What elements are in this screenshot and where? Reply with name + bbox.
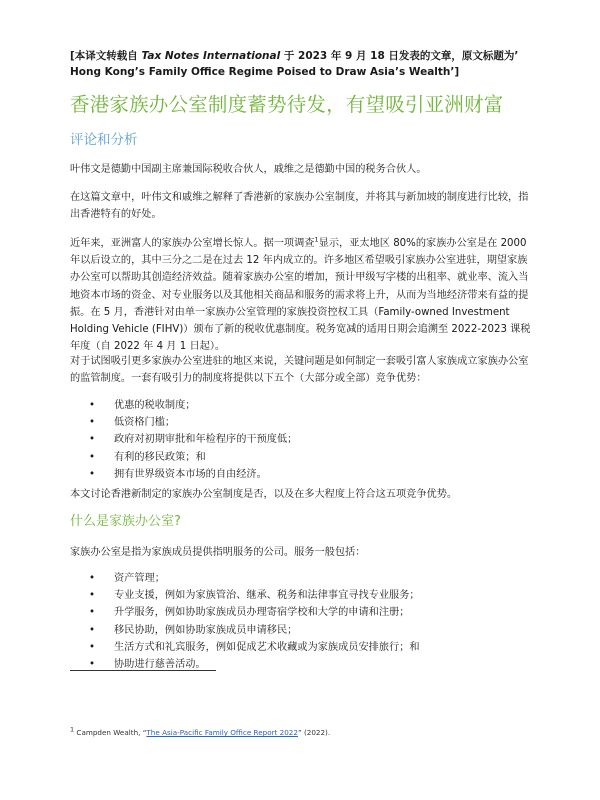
list-item-text: 专业支援，例如为家族管治、继承、税务和法律事宜寻找专业服务；	[114, 590, 420, 602]
list-item	[70, 639, 532, 656]
preface-publication: Tax Notes International	[141, 50, 281, 62]
list-item	[70, 397, 532, 414]
bullet-icon: •	[89, 624, 96, 636]
list-item	[70, 449, 532, 466]
list-item-text: 生活方式和礼宾服务，例如促成艺术收藏或为家族成员安排旅行；和	[114, 641, 420, 653]
bullet-icon: •	[89, 590, 96, 602]
footnote-marker: 1	[70, 725, 75, 734]
bullet-icon: •	[89, 451, 96, 463]
paragraph-background-start: 近年来，亚洲富人的家族办公室增长惊人。据一项调查	[70, 238, 315, 249]
paragraph-scope: 本文讨论香港新制定的家族办公室制度是否，以及在多大程度上符合这五项竞争优势。	[70, 489, 458, 500]
bullet-icon: •	[89, 573, 96, 584]
list-item-text: 升学服务，例如协助家族成员办理寄宿学校和大学的申请和注册；	[114, 607, 410, 619]
bullet-icon: •	[89, 434, 96, 446]
footnote-reference[interactable]: 1	[314, 235, 319, 244]
list-item-text: 优惠的税收制度；	[114, 400, 196, 411]
list-item-text: 协助进行慈善活动。	[114, 659, 206, 671]
services-list	[70, 570, 532, 673]
list-item-text: 拥有世界级资本市场的自由经济。	[114, 468, 267, 480]
section-heading-what-is-family-office: 什么是家族办公室?	[70, 514, 181, 529]
list-item-text: 低资格门槛；	[114, 417, 176, 429]
list-item	[70, 570, 532, 587]
list-item	[70, 622, 532, 639]
list-item	[70, 414, 532, 431]
list-item	[70, 604, 532, 621]
preface-suffix: 于 2023 年 9 月 18 日发表的文章，原文标题为’ Hong Kong’s Family Office Regime Poised to Draw Asia’s Wealth’]	[70, 50, 519, 78]
footnote	[70, 727, 330, 738]
page-title: 香港家族办公室制度蓄势待发，有望吸引亚洲财富	[70, 93, 504, 116]
paragraph-authors: 叶伟文是德勤中国副主席兼国际税收合伙人，戚维之是德勤中国的税务合伙人。	[70, 164, 427, 175]
paragraph-definition: 家族办公室是指为家族成员提供指明服务的公司。服务一般包括：	[70, 547, 366, 558]
list-item-text: 资产管理；	[114, 573, 165, 584]
footnote-suffix: ” (2022).	[297, 728, 331, 737]
preface-prefix: [本译文转载自	[70, 50, 142, 62]
list-item-text: 政府对初期审批和年检程序的干预度低；	[114, 434, 298, 446]
bullet-icon: •	[89, 468, 96, 480]
paragraph-background	[70, 235, 532, 355]
preface-note	[70, 48, 532, 80]
list-item	[70, 431, 532, 448]
bullet-icon: •	[89, 400, 96, 411]
list-item-text: 有利的移民政策；和	[114, 451, 206, 463]
bullet-icon: •	[89, 641, 96, 653]
bullet-icon: •	[89, 607, 96, 619]
paragraph-intro: 在这篇文章中，叶伟文和戚维之解释了香港新的家族办公室制度，并将其与新加坡的制度进行比较，指出香港特有的好处。	[70, 192, 529, 221]
list-item	[70, 587, 532, 604]
paragraph-key-question: 对于试图吸引更多家族办公室进驻的地区来说，关键问题是如何制定一套吸引富人家族成立家族办公室的监管制度。一套有吸引力的制度将提供以下五个（大部分或全部）竞争优势：	[70, 356, 529, 385]
paragraph-background-rest: 显示，亚太地区 80%的家族办公室是在 2000 年以后设立的，其中三分之二是在过去 12 年内成立的。许多地区希望吸引家族办公室进驻，期望家族办公室可以帮助其创造经济效益。随着家族办公室的增加，预计甲级写字楼的出租率、就业率、流入当地资本市场的资金、对专业服务以及其他相关商品和服务的需求将上升，从而为当地经济带来有益的提振。在 5 月，香港针对由单一家族办公室管理的家族投资控权工具（Family-owned Investment Holding Vehicle (FIHV)）颁布了新的税收优惠制度。税务宽减的适用日期会追溯至 2022-2023 课税年度（自 2022 年 4 月 1 日起）。	[70, 238, 531, 353]
list-item	[70, 466, 532, 483]
section-subtitle: 评论和分析	[70, 132, 138, 148]
advantages-list	[70, 397, 532, 483]
footnote-separator	[70, 670, 216, 671]
bullet-icon: •	[89, 417, 96, 429]
footnote-report-link[interactable]: The Asia-Pacific Family Office Report 2022	[146, 728, 298, 737]
list-item-text: 移民协助，例如协助家族成员申请移民；	[114, 624, 298, 636]
footnote-prefix: Campden Wealth, “	[74, 728, 147, 737]
bullet-icon: •	[89, 659, 96, 671]
